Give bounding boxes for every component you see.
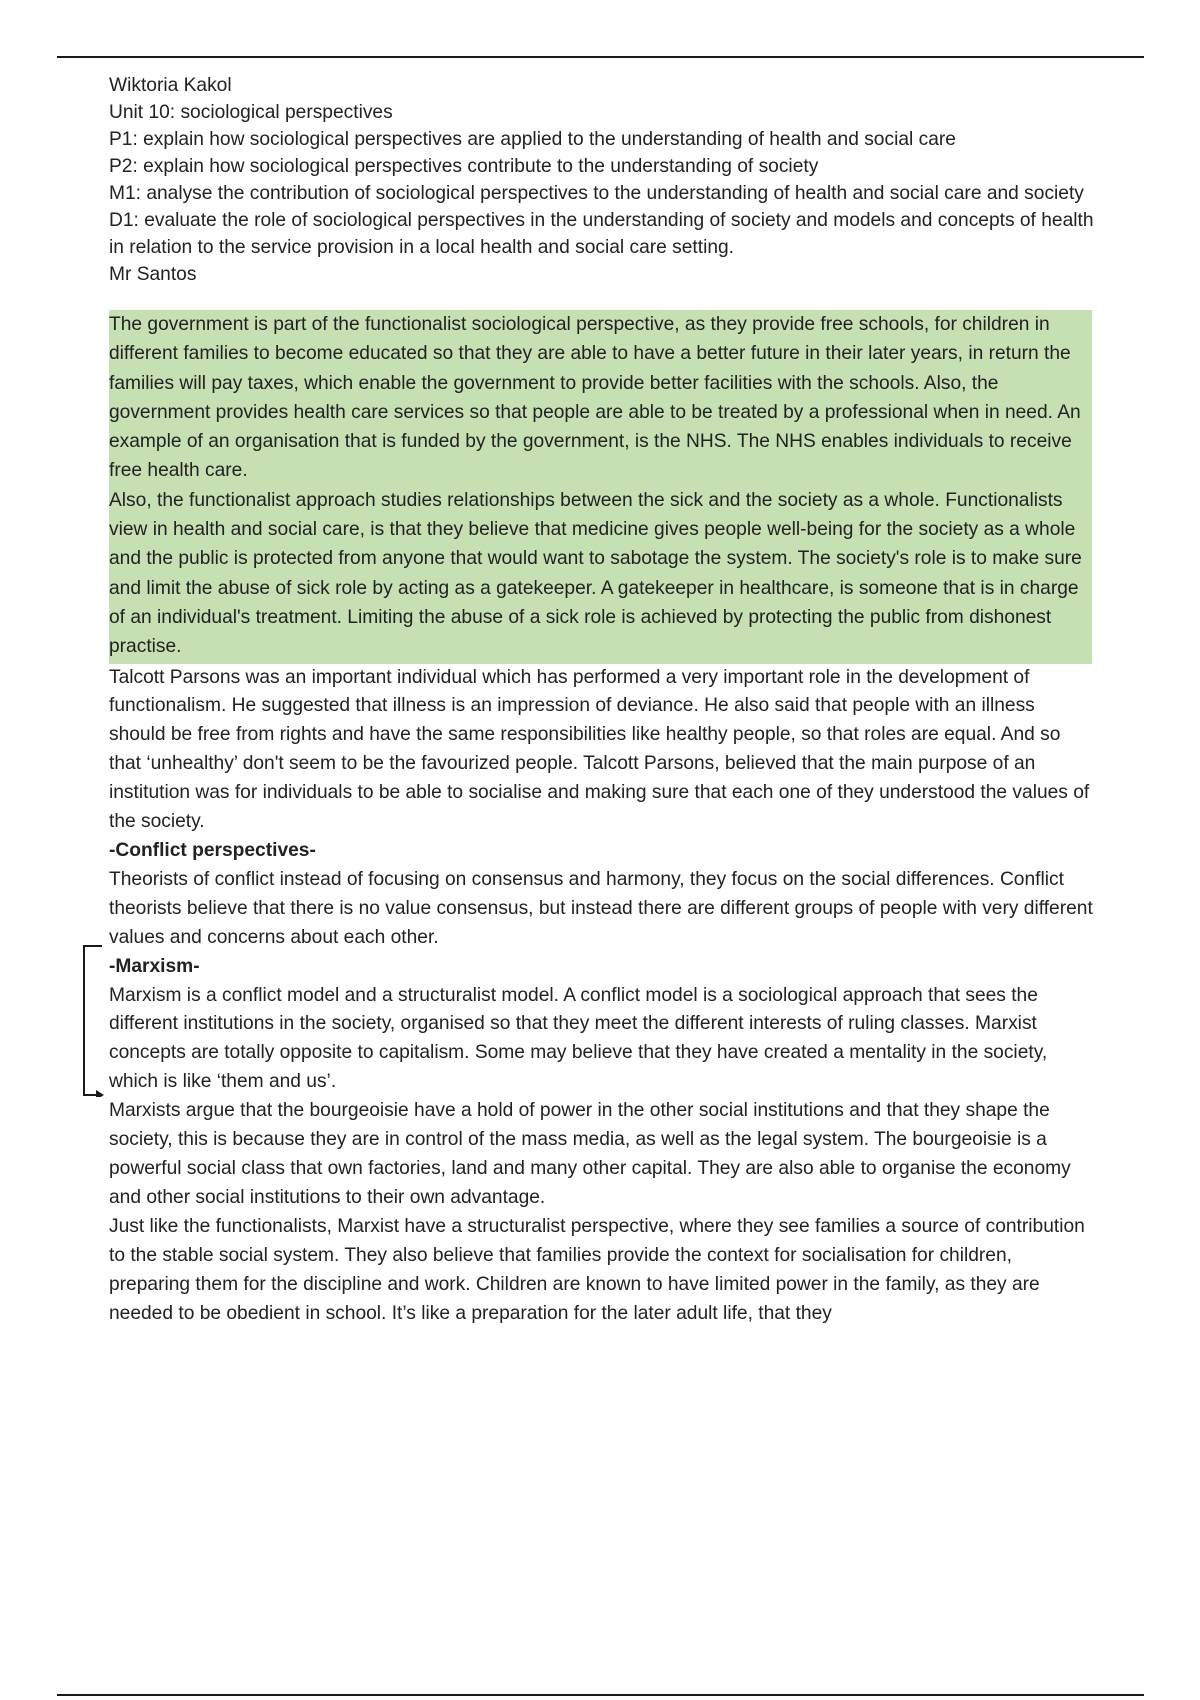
- arrow-head-icon: [96, 1090, 104, 1097]
- marxism-paragraph-3: Just like the functionalists, Marxist have a structuralist perspective, where they see families a source of contribution to the stable social system. They also believe that families provide the context for socialisation for children, preparing them for the discipline and work. Children are known to have limited power in the family, as they are needed to be obedient in school. It’s like a preparation for the later adult life, that they: [109, 1215, 1085, 1324]
- author-name: Wiktoria Kakol: [109, 75, 232, 96]
- highlighted-functionalist-section: [109, 310, 1092, 664]
- conflict-paragraph: Theorists of conflict instead of focusing on consensus and harmony, they focus on the social differences. Conflict theorists believe that there is no value consensus, but instead there are different groups of people with very different values and concerns about each other.: [109, 868, 1093, 948]
- connector-arrow: [82, 945, 104, 1097]
- parsons-paragraph: Talcott Parsons was an important individual which has performed a very important role in the development of functionalism. He suggested that illness is an impression of deviance. He also said that people with an illness should be free from rights and have the same responsibilities like healthy people, so that roles are equal. And so that ‘unhealthy’ don't seem to be the favourized people. Talcott Parsons, believed that the main purpose of an institution was for individuals to be able to socialise and making sure that each one of they understood the values of the society.: [109, 666, 1090, 833]
- document-body: [109, 72, 1094, 1328]
- teacher-name: Mr Santos: [109, 264, 197, 285]
- bottom-rule: [57, 1694, 1144, 1696]
- top-rule: [57, 56, 1144, 58]
- conflict-heading: -Conflict perspectives-: [109, 840, 316, 861]
- criterion-p2: P2: explain how sociological perspectives contribute to the understanding of society: [109, 156, 819, 177]
- header-block: [109, 72, 1094, 288]
- unit-title: Unit 10: sociological perspectives: [109, 102, 393, 123]
- criterion-d1: D1: evaluate the role of sociological perspectives in the understanding of society and models and concepts of health in relation to the service provision in a local health and social care setting.: [109, 210, 1094, 258]
- marxism-heading: -Marxism-: [109, 955, 200, 977]
- criterion-m1: M1: analyse the contribution of sociological perspectives to the understanding of health and social care and society: [109, 183, 1084, 204]
- criterion-p1: P1: explain how sociological perspectives are applied to the understanding of health and social care: [109, 129, 956, 150]
- marxism-paragraph-1: Marxism is a conflict model and a structuralist model. A conflict model is a sociological approach that sees the different institutions in the society, organised so that they meet the different interests of ruling classes. Marxist concepts are totally opposite to capitalism. Some may believe that they have created a mentality in the society, which is like ‘them and us’.: [109, 984, 1048, 1093]
- marxism-paragraph-2: Marxists argue that the bourgeoisie have a hold of power in the other social institutions and that they shape the society, this is because they are in control of the mass media, as well as the legal system. The bourgeoisie is a powerful social class that own factories, land and many other capital. They are also able to organise the economy and other social institutions to their own advantage.: [109, 1100, 1071, 1208]
- connector-line: [84, 946, 102, 1095]
- functionalist-paragraph-1: The government is part of the functionalist sociological perspective, as they provide free schools, for children in different families to become educated so that they are able to have a better future in their later years, in return the families will pay taxes, which enable the government to provide better facilities with the schools. Also, the government provides health care services so that people are able to be treated by a professional when in need. An example of an organisation that is funded by the government, is the NHS. The NHS enables individuals to receive free health care.: [109, 314, 1081, 482]
- functionalist-paragraph-2: Also, the functionalist approach studies relationships between the sick and the society as a whole. Functionalists view in health and social care, is that they believe that medicine gives people well-being for the society as a whole and the public is protected from anyone that would want to sabotage the system. The society's role is to make sure and limit the abuse of sick role by acting as a gatekeeper. A gatekeeper in healthcare, is someone that is in charge of an individual's treatment. Limiting the abuse of a sick role is achieved by protecting the public from dishonest practise.: [109, 489, 1082, 658]
